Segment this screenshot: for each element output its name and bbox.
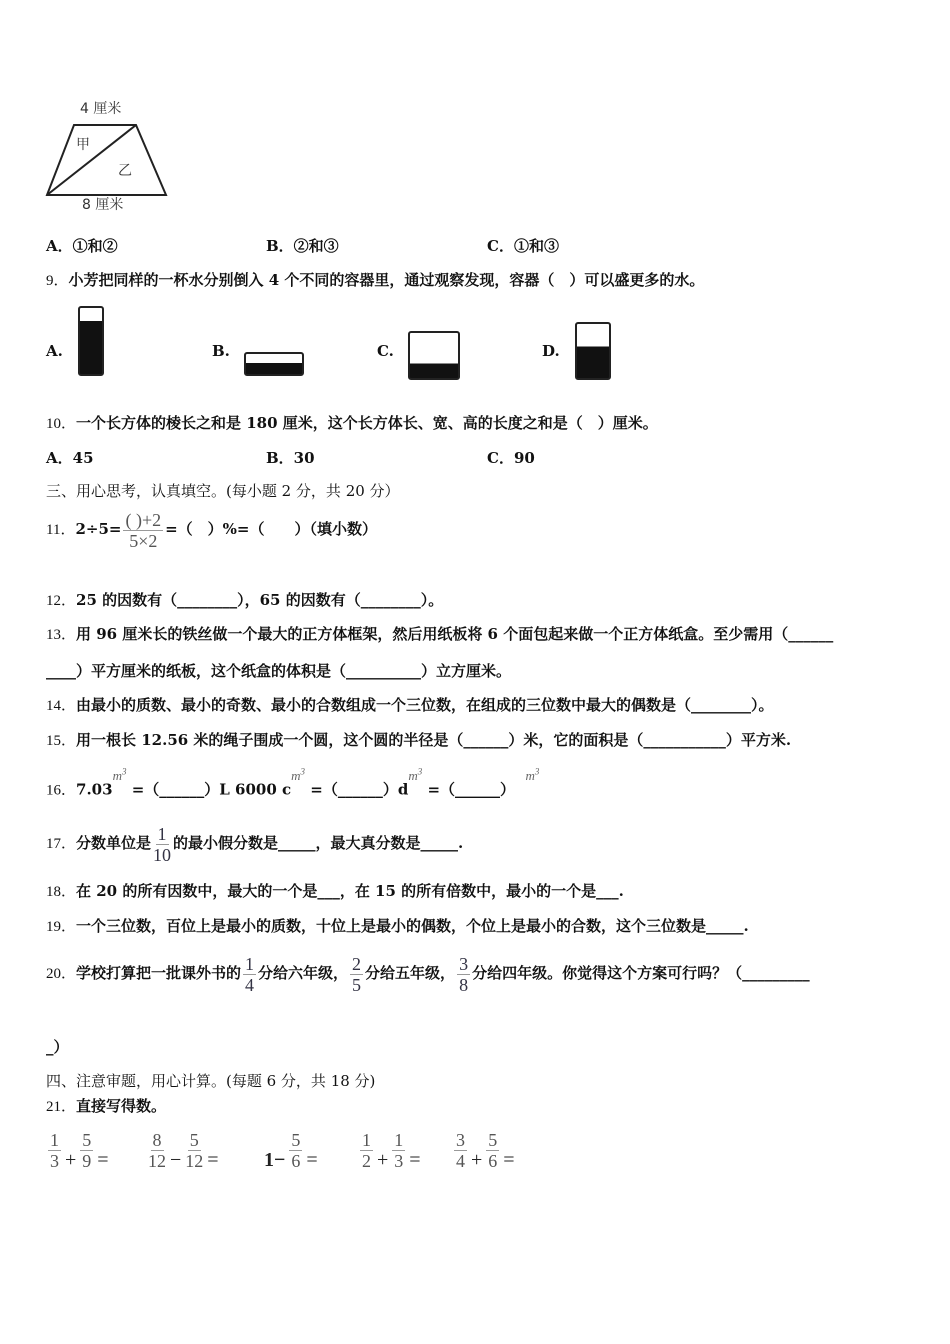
fraction: [185, 1130, 203, 1171]
numerator: 1: [50, 1130, 59, 1150]
fraction: [486, 1130, 499, 1171]
q8-option-a[interactable]: A．①和②: [46, 237, 118, 255]
unit: m: [525, 768, 535, 784]
numerator: 5: [82, 1130, 92, 1150]
question-number: 12．: [46, 593, 77, 609]
question-number: 10．: [46, 416, 77, 432]
calculation-item: [358, 1130, 423, 1171]
unit: m: [291, 768, 301, 784]
denominator: 6: [488, 1151, 498, 1171]
cubic-meter-unit: $m^3$: [291, 767, 306, 784]
q9-option-d[interactable]: D.: [542, 342, 560, 360]
unit: m: [408, 768, 418, 784]
numerator: 5: [291, 1130, 301, 1150]
numerator: 5: [488, 1130, 498, 1150]
question-text: 的最小假分数是_____，最大真分数是_____.: [173, 834, 464, 852]
question-text: 25 的因数有（________），65 的因数有（________）。: [76, 591, 444, 609]
question-11: [46, 508, 377, 551]
denominator: 3: [50, 1151, 59, 1171]
question-number: 14．: [46, 698, 77, 714]
question-number: 20．: [46, 966, 77, 982]
fraction: [457, 954, 470, 995]
calculation-item: [262, 1130, 320, 1171]
fraction: [148, 1130, 166, 1171]
question-15: [46, 730, 791, 751]
leading-term: 1−: [264, 1149, 286, 1171]
fraction: [153, 824, 171, 865]
question-text: 一个三位数，百位上是最小的质数，十位上是最小的偶数，个位上是最小的合数，这个三位数是_____.: [76, 917, 749, 935]
numerator: 3: [456, 1130, 465, 1150]
question-20-line2: _）: [46, 1038, 69, 1056]
question-number: 19．: [46, 919, 77, 935]
fraction: [360, 1130, 373, 1171]
denominator: 2: [362, 1151, 371, 1171]
trapezoid-bottom-label: 8 厘米: [82, 197, 124, 213]
fraction: [454, 1130, 467, 1171]
question-text: =（ ）%=（ ）（填小数）: [165, 520, 378, 538]
question-number: 16．: [46, 782, 77, 799]
region-label-jia: 甲: [76, 137, 90, 153]
calculation-item: [46, 1130, 111, 1171]
container-b-image: [244, 352, 304, 376]
question-17: [46, 822, 463, 865]
container-c-image: [408, 331, 460, 380]
equals-sign: =: [503, 1149, 515, 1171]
section-4-heading: 四、注意审题，用心计算。(每题 6 分，共 18 分): [46, 1072, 376, 1090]
question-text: =（______）L 6000 c: [131, 780, 292, 799]
question-text: 分给四年级。你觉得这个方案可行吗？（_________: [472, 964, 810, 982]
cubic-meter-unit: $m^3$: [408, 767, 423, 784]
question-text: 一个长方体的棱长之和是 180 厘米，这个长方体长、宽、高的长度之和是（ ）厘米。: [76, 414, 658, 432]
q10-option-b[interactable]: B．30: [266, 449, 315, 467]
q9-option-c[interactable]: C.: [377, 342, 394, 360]
operator: +: [471, 1149, 483, 1171]
cubic-meter-unit: $m^3$: [525, 767, 540, 784]
denominator: 10: [153, 844, 172, 865]
question-text: 在 20 的所有因数中，最大的一个是___，在 15 的所有倍数中，最小的一个是___.: [76, 882, 624, 900]
question-text: 用一根长 12.56 米的绳子围成一个圆，这个圆的半径是（______）米，它的面积是（___________）平方米.: [76, 731, 792, 749]
calculation-item: [146, 1130, 221, 1171]
denominator: 8: [459, 974, 469, 995]
denominator: 5×2: [129, 530, 158, 551]
question-text: 由最小的质数、最小的奇数、最小的合数组成一个三位数，在组成的三位数中最大的偶数是（________）。: [76, 696, 774, 714]
question-text: 分数单位是: [76, 834, 152, 852]
numerator: 1: [394, 1130, 404, 1150]
q9-option-b[interactable]: B.: [212, 342, 230, 360]
q9-option-a[interactable]: A.: [46, 342, 63, 360]
container-d-image: [575, 322, 611, 380]
denominator: 9: [82, 1151, 92, 1171]
denominator: 12: [148, 1151, 166, 1171]
unit: m: [112, 768, 122, 784]
operator: +: [377, 1149, 389, 1171]
numerator: 3: [459, 953, 469, 974]
question-19: [46, 916, 749, 937]
trapezoid-figure: [44, 122, 170, 198]
question-text: 7.03: [76, 780, 113, 799]
denominator: 3: [394, 1151, 404, 1171]
denominator: 6: [291, 1151, 301, 1171]
fraction: [80, 1130, 93, 1171]
region-label-yi: 乙: [118, 163, 132, 179]
numerator: 5: [189, 1130, 199, 1150]
numerator: 1: [362, 1130, 371, 1150]
operator: +: [65, 1149, 77, 1171]
equals-sign: =: [409, 1149, 421, 1171]
container-a-image: [78, 306, 104, 376]
question-number: 13．: [46, 627, 77, 643]
question-number: 18．: [46, 884, 77, 900]
numerator: 1: [245, 953, 255, 974]
numerator: 8: [152, 1130, 162, 1150]
denominator: 5: [352, 974, 362, 995]
question-text: 2÷5=: [75, 520, 122, 538]
numerator: 1: [157, 823, 167, 844]
question-10: [46, 413, 658, 434]
question-text: 用 96 厘米长的铁丝做一个最大的正方体框架，然后用纸板将 6 个面包起来做一个正方体纸盒。至少需用（______: [76, 625, 834, 643]
fraction: [48, 1130, 61, 1171]
section-3-heading: 三、用心思考，认真填空。(每小题 2 分，共 20 分）: [46, 482, 400, 500]
question-13-line2: ____）平方厘米的纸板，这个纸盒的体积是（__________）立方厘米。: [46, 662, 512, 680]
q10-option-c[interactable]: C．90: [487, 449, 535, 467]
question-9: [46, 270, 704, 291]
q10-option-a[interactable]: A．45: [46, 449, 94, 467]
cubic-meter-unit: $m^3$: [112, 767, 127, 784]
question-18: [46, 881, 624, 902]
question-number: 15．: [46, 733, 77, 749]
fraction: [243, 954, 256, 995]
question-number: 17．: [46, 836, 77, 852]
equals-sign: =: [207, 1149, 219, 1171]
fraction: [123, 510, 163, 551]
trapezoid-top-label: 4 厘米: [80, 101, 122, 117]
question-21: [46, 1096, 166, 1117]
question-text: 直接写得数。: [76, 1097, 167, 1115]
question-16: [46, 767, 540, 800]
question-text: =（______）: [427, 780, 516, 799]
denominator: 12: [185, 1151, 204, 1171]
numerator: ( )+2: [125, 509, 162, 530]
q8-option-c[interactable]: C．①和③: [487, 237, 559, 255]
question-text: 学校打算把一批课外书的: [76, 964, 242, 982]
q8-option-b[interactable]: B．②和③: [266, 237, 339, 255]
question-text: =（______）d: [310, 780, 409, 799]
question-12: [46, 590, 443, 611]
equals-sign: =: [306, 1149, 318, 1171]
question-number: 11．: [46, 522, 76, 538]
question-20: [46, 952, 810, 995]
operator: −: [170, 1149, 182, 1171]
fraction: [289, 1130, 302, 1171]
denominator: 4: [456, 1151, 465, 1171]
calculation-item: [452, 1130, 517, 1171]
question-14: [46, 695, 774, 716]
denominator: 4: [245, 974, 255, 995]
equals-sign: =: [97, 1149, 109, 1171]
fraction: [392, 1130, 405, 1171]
fraction: [350, 954, 363, 995]
question-13: [46, 624, 833, 645]
question-number: 21．: [46, 1099, 77, 1115]
question-number: 9．: [46, 273, 69, 289]
question-text: 分给五年级，: [365, 964, 456, 982]
question-text: 小芳把同样的一杯水分别倒入 4 个不同的容器里，通过观察发现，容器（ ）可以盛更多的水。: [68, 271, 705, 289]
numerator: 2: [352, 953, 362, 974]
question-text: 分给六年级，: [258, 964, 349, 982]
